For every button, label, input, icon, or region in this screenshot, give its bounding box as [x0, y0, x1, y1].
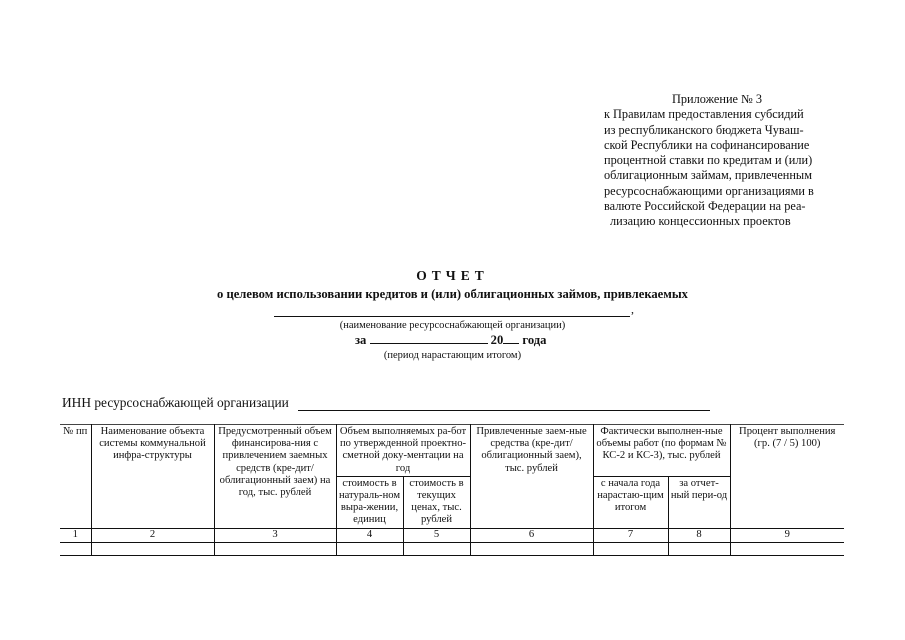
period-prefix: за — [355, 333, 367, 347]
column-number: 7 — [593, 528, 668, 542]
col-planned-header: Предусмотренный объем финансирова-ния с привлечением заемных средств (кре-дит/облигационный заем) на год, тыс. рублей — [214, 425, 336, 529]
table-cell — [336, 542, 403, 555]
annex-line: ресурсоснабжающими организациями в — [604, 183, 814, 198]
annex-line: валюте Российской Федерации на реа- — [604, 199, 806, 214]
annex-line-last: лизацию концессионных проектов — [610, 214, 791, 229]
table-cell — [214, 542, 336, 555]
table-cell — [668, 542, 730, 555]
report-title: ОТЧЕТ — [416, 268, 489, 283]
table-row — [60, 542, 844, 555]
column-numbers-row — [60, 528, 844, 542]
period-blank — [370, 343, 488, 344]
col-actual-header: Фактически выполнен-ные объемы работ (по формам № КС-2 и КС-3), тыс. рублей — [593, 425, 730, 477]
org-comma: , — [631, 302, 634, 316]
col-natural-subheader: стоимость в натураль-ном выра-жении, единиц — [336, 476, 403, 528]
col-ytd-subheader: с начала года нарастаю-щим итогом — [593, 476, 668, 528]
period-line — [355, 333, 546, 348]
inn-blank — [298, 396, 710, 411]
org-name-blank — [274, 302, 630, 317]
column-number: 3 — [214, 528, 336, 542]
column-number: 2 — [91, 528, 214, 542]
annex-line: процентной ставки по кредитам и (или) — [604, 153, 813, 168]
col-borrowed-header: Привлеченные заем-ные средства (кре-дит/облигационный заем), тыс. рублей — [470, 425, 593, 529]
period-suffix: года — [522, 333, 547, 347]
annex-body — [604, 107, 844, 214]
col-prices-subheader: стоимость в текущих ценах, тыс. рублей — [403, 476, 470, 528]
annex-line: к Правилам предоставления субсидий — [604, 107, 804, 122]
report-table — [60, 424, 844, 556]
table-cell — [593, 542, 668, 555]
annex-line: облигационным займам, привлеченным — [604, 168, 812, 183]
table-cell — [730, 542, 844, 555]
org-name-caption: (наименование ресурсоснабжающей организации) — [339, 320, 566, 331]
table-cell — [60, 542, 91, 555]
column-number: 5 — [403, 528, 470, 542]
report-subtitle: о целевом использовании кредитов и (или) облигационных займов, привлекаемых — [217, 287, 688, 301]
annex-line: ской Республики на софинансирование — [604, 137, 810, 152]
table-cell — [470, 542, 593, 555]
table-cell — [403, 542, 470, 555]
col-object-header: Наименование объекта системы коммунальной инфра-структуры — [91, 425, 214, 529]
year-blank — [503, 343, 519, 344]
column-number: 8 — [668, 528, 730, 542]
period-caption: (период нарастающим итогом) — [383, 350, 522, 361]
col-period-subheader: за отчет-ный пери-од — [668, 476, 730, 528]
col-number-header: № пп — [60, 425, 91, 529]
col-percent-header: Процент выполнения (гр. (7 / 5) 100) — [730, 425, 844, 529]
annex-block — [604, 92, 844, 230]
column-number: 1 — [60, 528, 91, 542]
annex-line: из республиканского бюджета Чуваш- — [604, 122, 804, 137]
column-number: 6 — [470, 528, 593, 542]
inn-label: ИНН ресурсоснабжающей организации — [62, 395, 289, 410]
period-year: 20 — [490, 333, 504, 347]
column-number: 9 — [730, 528, 844, 542]
annex-title: Приложение № 3 — [672, 92, 763, 106]
table-cell — [91, 542, 214, 555]
col-work-volume-header: Объем выполняемых ра-бот по утвержденной проектно-сметной доку-ментации на год — [336, 425, 470, 477]
column-number: 4 — [336, 528, 403, 542]
